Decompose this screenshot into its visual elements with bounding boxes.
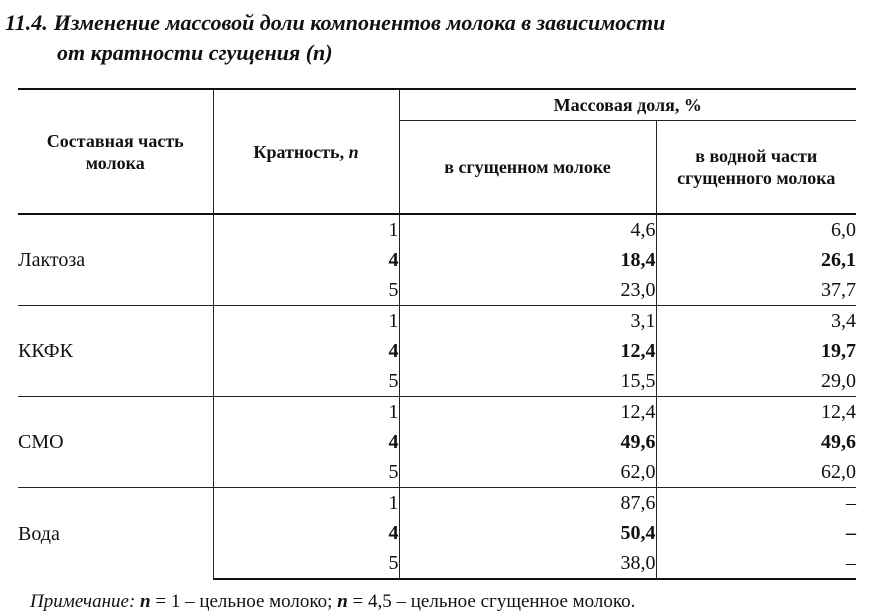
ratio-cell: 1 [213,214,399,245]
water-share-cell: 29,0 [656,366,856,397]
milk-components-table [18,88,856,580]
ratio-cell: 1 [213,488,399,519]
condensed-share-cell: 12,4 [399,397,656,428]
condensed-share-cell: 50,4 [399,518,656,548]
ratio-cell: 4 [213,336,399,366]
ratio-cell: 5 [213,366,399,397]
condensed-share-cell: 12,4 [399,336,656,366]
header-ratio-label: Кратность, [253,141,349,162]
note-text-2: = 4,5 – цельное сгущенное молоко. [347,591,636,612]
table-body [18,214,856,579]
caption-line-1: Изменение массовой доли компонентов молока в зависимости [53,10,666,35]
header-component: Составная часть молока [18,89,213,214]
table-row [18,488,856,519]
ratio-cell: 5 [213,548,399,579]
header-ratio-var: n [348,141,359,162]
table-caption [5,8,871,68]
water-share-cell: 12,4 [656,397,856,428]
caption-line-2: от кратности сгущения (n) [57,40,333,65]
condensed-share-cell: 18,4 [399,245,656,275]
header-ratio [213,89,399,214]
table-row [18,306,856,337]
condensed-share-cell: 3,1 [399,306,656,337]
table-note [30,590,860,614]
header-in-condensed: в сгущенном молоке [399,121,656,215]
water-share-cell: 26,1 [656,245,856,275]
ratio-cell: 1 [213,397,399,428]
water-share-cell: 62,0 [656,457,856,488]
header-mass-share: Массовая доля, % [399,89,856,121]
water-share-cell: 19,7 [656,336,856,366]
ratio-cell: 4 [213,245,399,275]
condensed-share-cell: 62,0 [399,457,656,488]
condensed-share-cell: 15,5 [399,366,656,397]
condensed-share-cell: 23,0 [399,275,656,306]
ratio-cell: 4 [213,427,399,457]
water-share-cell: – [656,518,856,548]
condensed-share-cell: 38,0 [399,548,656,579]
condensed-share-cell: 4,6 [399,214,656,245]
water-share-cell: 6,0 [656,214,856,245]
table-row [18,214,856,245]
note-var-2: n [337,591,348,612]
note-text-1: = 1 – цельное молоко; [150,591,338,612]
water-share-cell: 3,4 [656,306,856,337]
table-number: 11.4. [5,10,48,35]
condensed-share-cell: 49,6 [399,427,656,457]
note-label: Примечание: [30,591,136,612]
component-name: Вода [18,488,213,580]
ratio-cell: 1 [213,306,399,337]
water-share-cell: 37,7 [656,275,856,306]
header-in-water-part: в водной части сгущенного молока [656,121,856,215]
ratio-cell: 5 [213,275,399,306]
water-share-cell: 49,6 [656,427,856,457]
component-name: ККФК [18,306,213,397]
ratio-cell: 5 [213,457,399,488]
component-name: СМО [18,397,213,488]
component-name: Лактоза [18,214,213,306]
water-share-cell: – [656,488,856,519]
note-var-1: n [140,591,151,612]
table-row [18,397,856,428]
ratio-cell: 4 [213,518,399,548]
condensed-share-cell: 87,6 [399,488,656,519]
water-share-cell: – [656,548,856,579]
